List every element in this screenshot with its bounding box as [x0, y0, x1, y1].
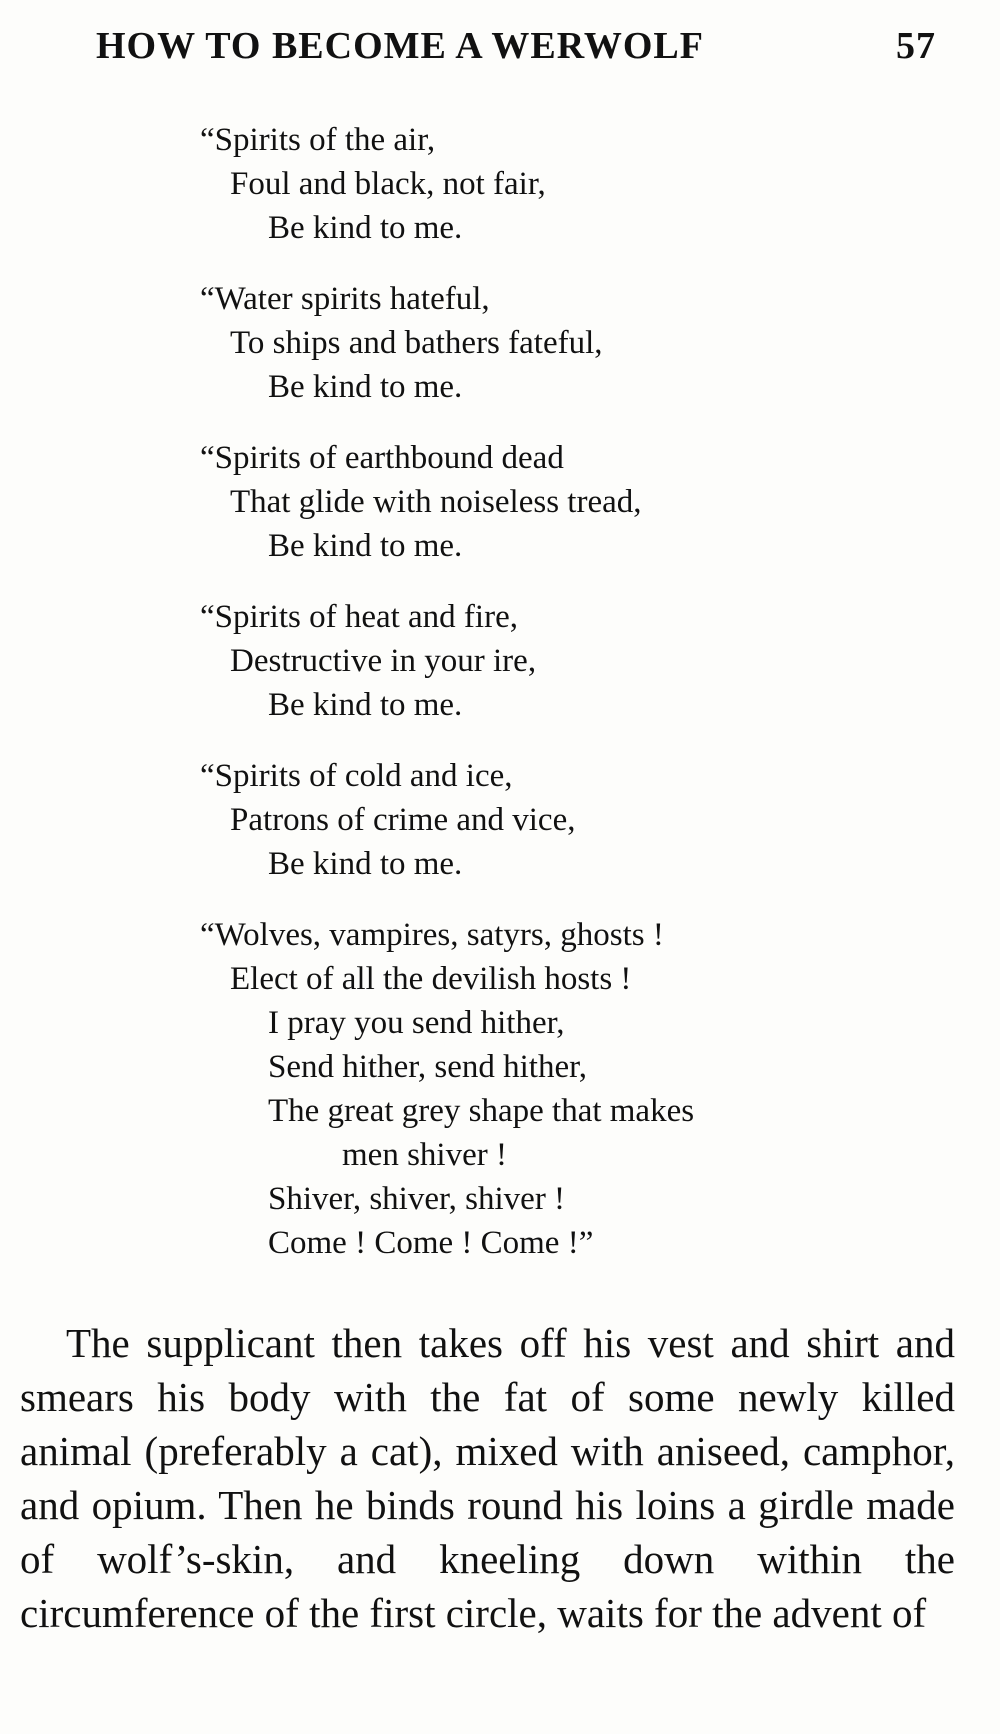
poem-line: “Spirits of heat and fire, — [200, 599, 518, 635]
poem-line: To ships and bathers fateful, — [230, 325, 603, 361]
stanza-1 — [200, 118, 920, 250]
body-paragraph: The supplicant then takes off his vest and shirt and smears his body with the fat of some newly killed animal (preferably a cat), mixed with aniseed, camphor, and opium. Then he binds round his loins a girdle made of wolf’s-skin, and kneeling down within the circumference of the first circle, waits for the advent of — [20, 1320, 955, 1636]
stanza-2 — [200, 277, 920, 409]
poem-line: Be kind to me. — [268, 210, 463, 246]
poem-line: Patrons of crime and vice, — [230, 802, 576, 838]
poem-line: “Wolves, vampires, satyrs, ghosts ! — [200, 917, 664, 953]
incantation-poem — [200, 118, 920, 1292]
poem-line: Shiver, shiver, shiver ! — [268, 1181, 566, 1217]
poem-line: “Spirits of cold and ice, — [200, 758, 513, 794]
stanza-5 — [200, 754, 920, 886]
stanza-6 — [200, 913, 920, 1265]
poem-line: I pray you send hither, — [268, 1005, 565, 1041]
chapter-title: HOW TO BECOME A WERWOLF — [96, 25, 704, 67]
poem-line: Be kind to me. — [268, 528, 463, 564]
poem-line: Elect of all the devilish hosts ! — [230, 961, 632, 997]
poem-line: Foul and black, not fair, — [230, 166, 546, 202]
poem-line: Send hither, send hither, — [268, 1049, 588, 1085]
poem-line: “Water spirits hateful, — [200, 281, 490, 317]
stanza-3 — [200, 436, 920, 568]
poem-line: Come ! Come ! Come !” — [268, 1225, 594, 1261]
poem-line: men shiver ! — [342, 1137, 507, 1173]
page-number: 57 — [896, 25, 936, 67]
poem-line: “Spirits of the air, — [200, 122, 436, 158]
poem-line: That glide with noiseless tread, — [230, 484, 642, 520]
poem-line: “Spirits of earthbound dead — [200, 440, 564, 476]
stanza-4 — [200, 595, 920, 727]
poem-line: The great grey shape that makes — [268, 1093, 695, 1129]
poem-line: Destructive in your ire, — [230, 643, 537, 679]
poem-line: Be kind to me. — [268, 369, 463, 405]
poem-line: Be kind to me. — [268, 687, 463, 723]
poem-line: Be kind to me. — [268, 846, 463, 882]
